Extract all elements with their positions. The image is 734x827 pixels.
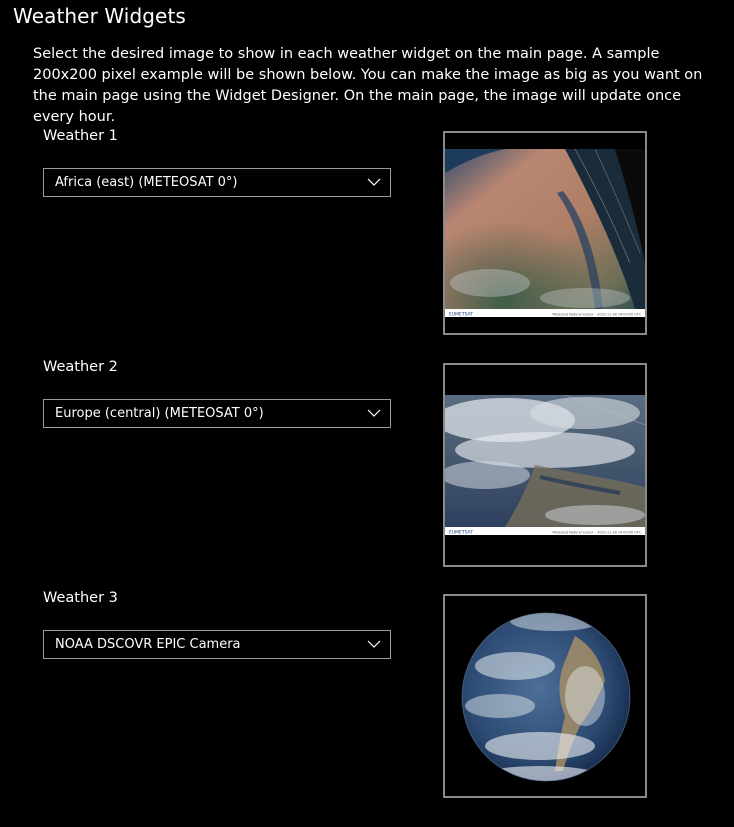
weather-2-select[interactable]: [43, 399, 391, 428]
weather-3-earth-image: [445, 596, 645, 796]
weather-2-satellite-image: [445, 365, 645, 565]
weather-2-preview: [443, 363, 647, 567]
weather-1-preview-caption: Meteosat Natural Colour - 2023-11-30 14:00:00 UTC: [552, 312, 641, 317]
eumetsat-logo: EUMETSAT: [449, 312, 474, 318]
eumetsat-logo: EUMETSAT: [449, 530, 474, 536]
weather-1-select[interactable]: [43, 168, 391, 197]
page-description: Select the desired image to show in each weather widget on the main page. A sample 200x200 pixel example will be shown below. You can make the image as big as you want on the main page using the Widget Designer. On the main page, the image will update once every hour.: [33, 46, 703, 125]
chevron-down-icon: [367, 639, 381, 649]
weather-2-preview-caption: Meteosat Natural Colour - 2023-11-30 14:00:00 UTC: [552, 530, 641, 535]
weather-1-label: Weather 1: [43, 128, 118, 144]
page-title: Weather Widgets: [13, 4, 186, 28]
weather-3-label: Weather 3: [43, 590, 118, 606]
chevron-down-icon: [367, 177, 381, 187]
weather-3-select[interactable]: [43, 630, 391, 659]
weather-3-preview: [443, 594, 647, 798]
chevron-down-icon: [367, 408, 381, 418]
weather-1-preview: [443, 131, 647, 335]
weather-3-select-value: NOAA DSCOVR EPIC Camera: [55, 637, 241, 652]
weather-1-select-value: Africa (east) (METEOSAT 0°): [55, 175, 238, 190]
weather-2-label: Weather 2: [43, 359, 118, 375]
weather-1-satellite-image: [445, 133, 645, 333]
weather-2-select-value: Europe (central) (METEOSAT 0°): [55, 406, 264, 421]
